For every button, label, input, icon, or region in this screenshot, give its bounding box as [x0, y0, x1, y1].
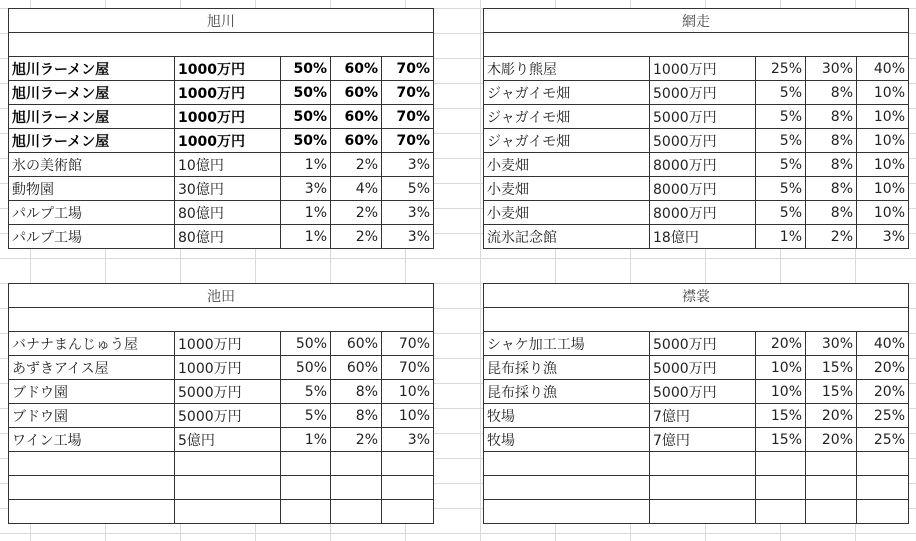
rate-1-cell[interactable]: 50%: [281, 105, 331, 129]
price-cell[interactable]: 5000万円: [650, 81, 756, 105]
table-row: [484, 57, 909, 81]
facility-name-cell[interactable]: パルプ工場: [9, 201, 175, 225]
rate-3-cell[interactable]: 10%: [857, 105, 909, 129]
rate-3-cell[interactable]: [382, 452, 434, 476]
rate-3-cell[interactable]: [382, 500, 434, 524]
rate-1-cell[interactable]: 10%: [756, 380, 806, 404]
rate-2-cell[interactable]: [331, 476, 382, 500]
rate-2-cell[interactable]: 8%: [331, 380, 382, 404]
rate-1-cell[interactable]: 5%: [281, 404, 331, 428]
facility-name-cell[interactable]: 動物園: [9, 177, 175, 201]
price-cell[interactable]: 5000万円: [175, 380, 281, 404]
facility-name-cell[interactable]: 木彫り熊屋: [484, 57, 650, 81]
table-row: [9, 153, 434, 177]
facility-name-cell[interactable]: ブドウ園: [9, 404, 175, 428]
table-row: [484, 129, 909, 153]
price-cell[interactable]: 1000万円: [175, 105, 281, 129]
table-row: [484, 225, 909, 249]
price-cell[interactable]: 1000万円: [175, 356, 281, 380]
rate-1-cell[interactable]: [281, 500, 331, 524]
table-row: [9, 380, 434, 404]
facility-name-cell[interactable]: 氷の美術館: [9, 153, 175, 177]
blank-row[interactable]: [484, 308, 909, 332]
rate-2-cell[interactable]: 8%: [806, 153, 857, 177]
price-cell[interactable]: 8000万円: [650, 201, 756, 225]
price-cell[interactable]: 5000万円: [650, 105, 756, 129]
price-cell[interactable]: 1000万円: [650, 57, 756, 81]
rate-1-cell[interactable]: 50%: [281, 57, 331, 81]
price-cell[interactable]: 5000万円: [175, 404, 281, 428]
rate-2-cell[interactable]: 60%: [331, 105, 382, 129]
price-cell[interactable]: 8000万円: [650, 177, 756, 201]
rate-1-cell[interactable]: 5%: [756, 177, 806, 201]
table-row: [9, 356, 434, 380]
rate-2-cell[interactable]: 15%: [806, 380, 857, 404]
block-title: 襟裳: [484, 284, 909, 308]
rate-1-cell[interactable]: 50%: [281, 332, 331, 356]
rate-1-cell[interactable]: 15%: [756, 404, 806, 428]
blank-row[interactable]: [484, 33, 909, 57]
rate-1-cell[interactable]: 1%: [281, 428, 331, 452]
rate-2-cell[interactable]: 2%: [331, 201, 382, 225]
table-row: [9, 129, 434, 153]
block-abashiri: [483, 8, 909, 249]
facility-name-cell[interactable]: [484, 500, 650, 524]
rate-2-cell[interactable]: 2%: [331, 153, 382, 177]
facility-name-cell[interactable]: [9, 476, 175, 500]
rate-1-cell[interactable]: 5%: [756, 153, 806, 177]
rate-1-cell[interactable]: 1%: [281, 225, 331, 249]
rate-3-cell[interactable]: 25%: [857, 428, 909, 452]
rate-3-cell[interactable]: 70%: [382, 129, 434, 153]
price-cell[interactable]: 80億円: [175, 225, 281, 249]
facility-name-cell[interactable]: あずきアイス屋: [9, 356, 175, 380]
rate-2-cell[interactable]: 20%: [806, 404, 857, 428]
block-title: 旭川: [9, 9, 434, 33]
table-row: [9, 105, 434, 129]
rate-3-cell[interactable]: 3%: [382, 153, 434, 177]
facility-name-cell[interactable]: ジャガイモ畑: [484, 81, 650, 105]
table-row: [9, 476, 434, 500]
rate-3-cell[interactable]: 70%: [382, 57, 434, 81]
price-cell[interactable]: [650, 452, 756, 476]
table-row: [484, 404, 909, 428]
price-cell[interactable]: 30億円: [175, 177, 281, 201]
table-row: [484, 428, 909, 452]
rate-2-cell[interactable]: 8%: [806, 177, 857, 201]
rate-3-cell[interactable]: 5%: [382, 177, 434, 201]
rate-3-cell[interactable]: 10%: [857, 177, 909, 201]
facility-name-cell[interactable]: ワイン工場: [9, 428, 175, 452]
facility-name-cell[interactable]: ジャガイモ畑: [484, 129, 650, 153]
rate-2-cell[interactable]: 60%: [331, 57, 382, 81]
rate-1-cell[interactable]: 5%: [756, 81, 806, 105]
table-row: [9, 500, 434, 524]
rate-1-cell[interactable]: [756, 476, 806, 500]
rate-2-cell[interactable]: [331, 500, 382, 524]
price-cell[interactable]: [175, 500, 281, 524]
table-row: [9, 225, 434, 249]
rate-2-cell[interactable]: 20%: [806, 428, 857, 452]
rate-3-cell[interactable]: [857, 500, 909, 524]
table-row: [484, 105, 909, 129]
rate-3-cell[interactable]: 3%: [382, 428, 434, 452]
rate-1-cell[interactable]: 3%: [281, 177, 331, 201]
table-row: [9, 57, 434, 81]
rate-2-cell[interactable]: 60%: [331, 356, 382, 380]
block-title: 網走: [484, 9, 909, 33]
rate-3-cell[interactable]: 3%: [382, 201, 434, 225]
price-cell[interactable]: [650, 500, 756, 524]
rate-3-cell[interactable]: 70%: [382, 81, 434, 105]
table-row: [484, 380, 909, 404]
blank-row[interactable]: [9, 33, 434, 57]
table-row: [484, 476, 909, 500]
price-cell[interactable]: [650, 476, 756, 500]
rate-2-cell[interactable]: 30%: [806, 332, 857, 356]
rate-1-cell[interactable]: 20%: [756, 332, 806, 356]
rate-3-cell[interactable]: 10%: [857, 81, 909, 105]
rate-1-cell[interactable]: 50%: [281, 356, 331, 380]
rate-1-cell[interactable]: 15%: [756, 428, 806, 452]
rate-3-cell[interactable]: 40%: [857, 332, 909, 356]
rate-2-cell[interactable]: 30%: [806, 57, 857, 81]
rate-2-cell[interactable]: 8%: [806, 105, 857, 129]
rate-1-cell[interactable]: 50%: [281, 129, 331, 153]
facility-name-cell[interactable]: 昆布採り漁: [484, 356, 650, 380]
price-cell[interactable]: [175, 476, 281, 500]
price-cell[interactable]: 1000万円: [175, 57, 281, 81]
price-cell[interactable]: 1000万円: [175, 81, 281, 105]
block-ikeda: [8, 283, 434, 524]
block-asahikawa: [8, 8, 434, 249]
rate-1-cell[interactable]: 5%: [756, 105, 806, 129]
table-row: [9, 404, 434, 428]
rate-2-cell[interactable]: 2%: [331, 428, 382, 452]
table-row: [484, 500, 909, 524]
price-cell[interactable]: 8000万円: [650, 153, 756, 177]
rate-1-cell[interactable]: 5%: [756, 129, 806, 153]
facility-name-cell[interactable]: シャケ加工工場: [484, 332, 650, 356]
rate-1-cell[interactable]: [281, 452, 331, 476]
facility-name-cell[interactable]: 小麦畑: [484, 201, 650, 225]
price-cell[interactable]: 5000万円: [650, 129, 756, 153]
rate-1-cell[interactable]: 50%: [281, 81, 331, 105]
rate-3-cell[interactable]: [857, 476, 909, 500]
facility-name-cell[interactable]: 昆布採り漁: [484, 380, 650, 404]
blank-row[interactable]: [9, 308, 434, 332]
facility-name-cell[interactable]: 旭川ラーメン屋: [9, 81, 175, 105]
rate-2-cell[interactable]: 8%: [806, 201, 857, 225]
rate-3-cell[interactable]: 40%: [857, 57, 909, 81]
table-row: [9, 201, 434, 225]
rate-3-cell[interactable]: 70%: [382, 356, 434, 380]
rate-3-cell[interactable]: 3%: [382, 225, 434, 249]
price-cell[interactable]: 7億円: [650, 404, 756, 428]
rate-1-cell[interactable]: [756, 500, 806, 524]
table-row: [9, 332, 434, 356]
block-erimo: [483, 283, 909, 524]
facility-name-cell[interactable]: ブドウ園: [9, 380, 175, 404]
rate-1-cell[interactable]: [281, 476, 331, 500]
table-row: [484, 177, 909, 201]
price-cell[interactable]: 80億円: [175, 201, 281, 225]
rate-3-cell[interactable]: 70%: [382, 105, 434, 129]
price-cell[interactable]: 1000万円: [175, 129, 281, 153]
price-cell[interactable]: 10億円: [175, 153, 281, 177]
rate-3-cell[interactable]: 10%: [382, 404, 434, 428]
price-cell[interactable]: 18億円: [650, 225, 756, 249]
rate-2-cell[interactable]: 60%: [331, 332, 382, 356]
price-cell[interactable]: 5億円: [175, 428, 281, 452]
rate-2-cell[interactable]: 60%: [331, 129, 382, 153]
table-row: [484, 332, 909, 356]
rate-2-cell[interactable]: [331, 452, 382, 476]
facility-name-cell[interactable]: [9, 500, 175, 524]
table-row: [9, 177, 434, 201]
rate-1-cell[interactable]: [756, 452, 806, 476]
facility-name-cell[interactable]: パルプ工場: [9, 225, 175, 249]
table-row: [9, 81, 434, 105]
table-row: [9, 452, 434, 476]
rate-2-cell[interactable]: [806, 452, 857, 476]
rate-3-cell[interactable]: 25%: [857, 404, 909, 428]
price-cell[interactable]: 5000万円: [650, 332, 756, 356]
facility-name-cell[interactable]: 流氷記念館: [484, 225, 650, 249]
rate-1-cell[interactable]: 10%: [756, 356, 806, 380]
rate-3-cell[interactable]: 10%: [857, 129, 909, 153]
rate-3-cell[interactable]: 20%: [857, 356, 909, 380]
price-cell[interactable]: [175, 452, 281, 476]
facility-name-cell[interactable]: [484, 476, 650, 500]
rate-2-cell[interactable]: 4%: [331, 177, 382, 201]
rate-3-cell[interactable]: 70%: [382, 332, 434, 356]
rate-3-cell[interactable]: 10%: [382, 380, 434, 404]
rate-1-cell[interactable]: 25%: [756, 57, 806, 81]
facility-name-cell[interactable]: 小麦畑: [484, 177, 650, 201]
rate-2-cell[interactable]: 60%: [331, 81, 382, 105]
rate-3-cell[interactable]: 20%: [857, 380, 909, 404]
table-row: [484, 201, 909, 225]
facility-name-cell[interactable]: [9, 452, 175, 476]
facility-name-cell[interactable]: 小麦畑: [484, 153, 650, 177]
rate-2-cell[interactable]: 15%: [806, 356, 857, 380]
facility-name-cell[interactable]: ジャガイモ畑: [484, 105, 650, 129]
rate-3-cell[interactable]: 10%: [857, 201, 909, 225]
rate-2-cell[interactable]: [806, 500, 857, 524]
rate-3-cell[interactable]: 10%: [857, 153, 909, 177]
rate-2-cell[interactable]: [806, 476, 857, 500]
facility-name-cell[interactable]: 牧場: [484, 404, 650, 428]
price-cell[interactable]: 5000万円: [650, 356, 756, 380]
rate-1-cell[interactable]: 1%: [281, 201, 331, 225]
table-row: [484, 452, 909, 476]
table-row: [9, 428, 434, 452]
rate-1-cell[interactable]: 1%: [281, 153, 331, 177]
facility-name-cell[interactable]: [484, 452, 650, 476]
rate-2-cell[interactable]: 8%: [806, 129, 857, 153]
table-row: [484, 153, 909, 177]
rate-2-cell[interactable]: 2%: [806, 225, 857, 249]
facility-name-cell[interactable]: 旭川ラーメン屋: [9, 57, 175, 81]
rate-2-cell[interactable]: 8%: [806, 81, 857, 105]
table-row: [484, 356, 909, 380]
rate-1-cell[interactable]: 5%: [281, 380, 331, 404]
rate-1-cell[interactable]: 5%: [756, 201, 806, 225]
table-row: [484, 81, 909, 105]
rate-2-cell[interactable]: 8%: [331, 404, 382, 428]
facility-name-cell[interactable]: 旭川ラーメン屋: [9, 129, 175, 153]
block-title: 池田: [9, 284, 434, 308]
facility-name-cell[interactable]: 牧場: [484, 428, 650, 452]
rate-1-cell[interactable]: 1%: [756, 225, 806, 249]
facility-name-cell[interactable]: バナナまんじゅう屋: [9, 332, 175, 356]
price-cell[interactable]: 7億円: [650, 428, 756, 452]
price-cell[interactable]: 1000万円: [175, 332, 281, 356]
price-cell[interactable]: 5000万円: [650, 380, 756, 404]
rate-3-cell[interactable]: [382, 476, 434, 500]
rate-3-cell[interactable]: 3%: [857, 225, 909, 249]
facility-name-cell[interactable]: 旭川ラーメン屋: [9, 105, 175, 129]
rate-3-cell[interactable]: [857, 452, 909, 476]
rate-2-cell[interactable]: 2%: [331, 225, 382, 249]
